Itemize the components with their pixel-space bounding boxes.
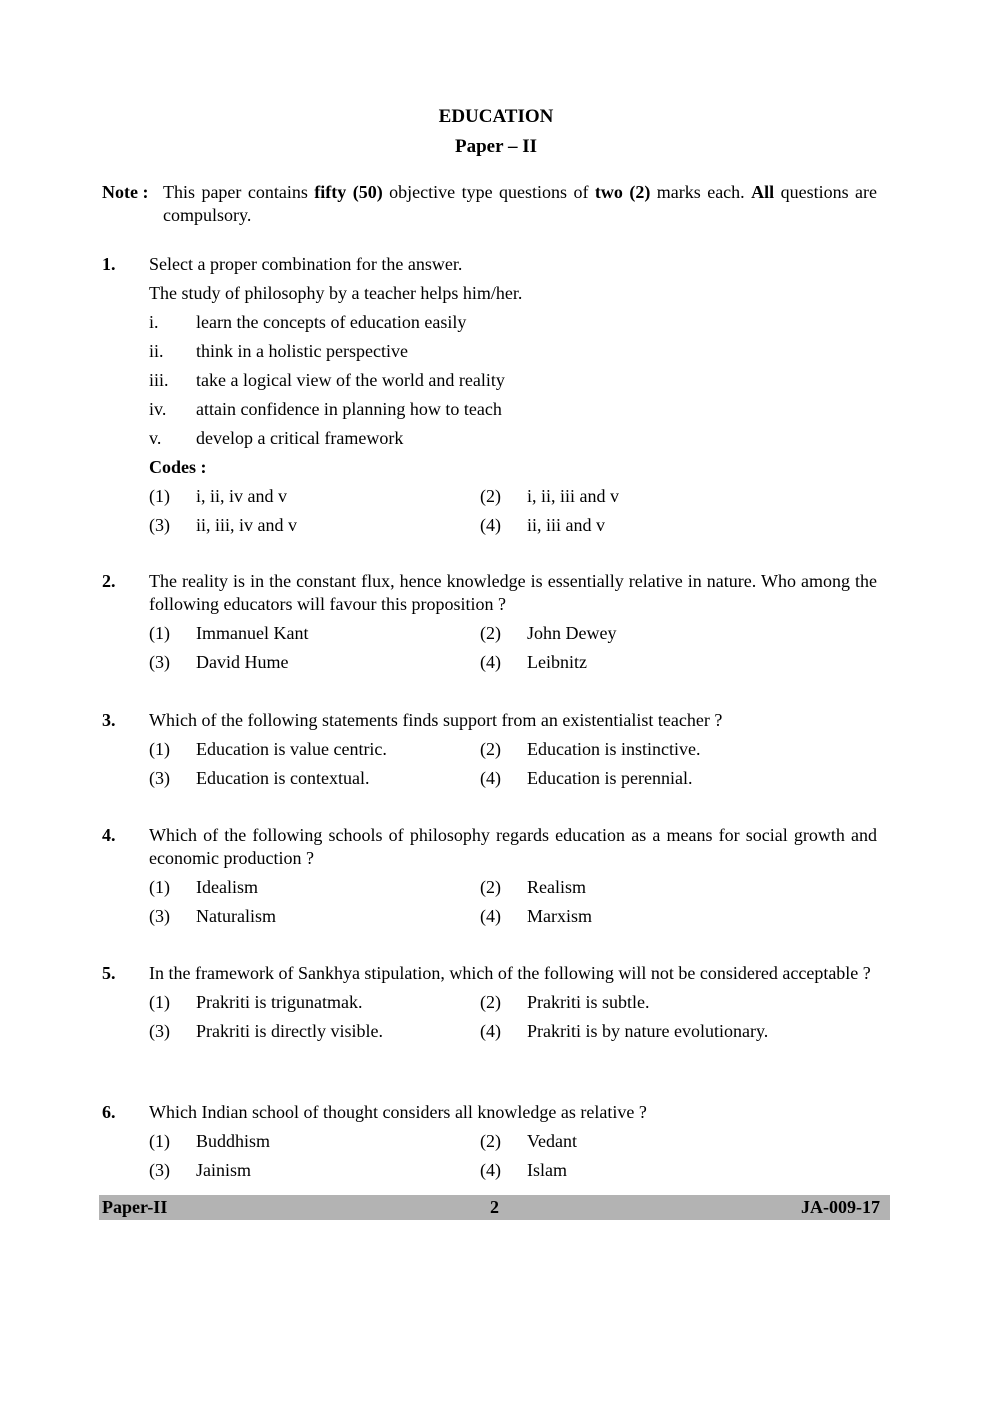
question-number: 4. [102, 825, 116, 845]
option-row: (1) Education is value centric. (2) Education is instinctive. [149, 739, 701, 759]
option-row: (3) Education is contextual. (4) Education is perennial. [149, 768, 693, 788]
statement-item: iv. attain confidence in planning how to teach [149, 399, 502, 419]
footer-paper-code: JA-009-17 [801, 1197, 880, 1217]
question-text: Which of the following statements finds support from an existentialist teacher ? [149, 710, 723, 730]
instructions-note [102, 181, 877, 227]
footer-page-number: 2 [490, 1197, 499, 1217]
question-body [149, 250, 877, 482]
question-text: In the framework of Sankhya stipulation, which of the following will not be considered acceptable ? [149, 963, 871, 983]
question-4 [102, 824, 877, 931]
question-3 [102, 709, 877, 793]
option-row: (3) David Hume (4) Leibnitz [149, 652, 587, 672]
option-row: (1) i, ii, iv and v (2) i, ii, iii and v [149, 486, 619, 506]
page-subtitle: Paper – II [455, 136, 537, 157]
question-6 [102, 1101, 877, 1185]
option-row: (1) Prakriti is trigunatmak. (2) Prakriti is subtle. [149, 992, 650, 1012]
question-2 [102, 570, 877, 677]
option-row: (3) Jainism (4) Islam [149, 1160, 567, 1180]
option-row: (3) Naturalism (4) Marxism [149, 906, 592, 926]
question-1 [102, 250, 877, 540]
question-5 [102, 962, 877, 1046]
question-number: 2. [102, 571, 116, 591]
question-text: Which Indian school of thought considers all knowledge as relative ? [149, 1102, 647, 1122]
question-text: The reality is in the constant flux, hence knowledge is essentially relative in nature. Who among the following educators will favour this proposition ? [149, 571, 877, 614]
codes-label: Codes : [149, 457, 207, 477]
footer-paper-label: Paper-II [102, 1197, 168, 1217]
option-row: (3) Prakriti is directly visible. (4) Prakriti is by nature evolutionary. [149, 1021, 769, 1041]
page-footer [99, 1195, 890, 1220]
option-row: (1) Buddhism (2) Vedant [149, 1131, 577, 1151]
option-row: (1) Idealism (2) Realism [149, 877, 586, 897]
statement-item: ii. think in a holistic perspective [149, 341, 408, 361]
question-number: 1. [102, 254, 116, 274]
question-text: The study of philosophy by a teacher helps him/her. [149, 283, 523, 303]
option-row: (3) ii, iii, iv and v (4) ii, iii and v [149, 515, 605, 535]
question-number: 3. [102, 710, 116, 730]
option-row: (1) Immanuel Kant (2) John Dewey [149, 623, 617, 643]
question-number: 5. [102, 963, 116, 983]
question-text: Select a proper combination for the answer. [149, 254, 463, 274]
question-number: 6. [102, 1102, 116, 1122]
page-title: EDUCATION [438, 106, 554, 127]
note-label: Note : [102, 182, 149, 202]
statement-item: v. develop a critical framework [149, 428, 404, 448]
statement-item: iii. take a logical view of the world and reality [149, 370, 505, 390]
note-text: This paper contains fifty (50) objective type questions of two (2) marks each. All questions are compulsory. [163, 182, 877, 225]
statement-item: i. learn the concepts of education easily [149, 312, 467, 332]
question-text: Which of the following schools of philosophy regards education as a means for social growth and economic production ? [149, 825, 877, 868]
